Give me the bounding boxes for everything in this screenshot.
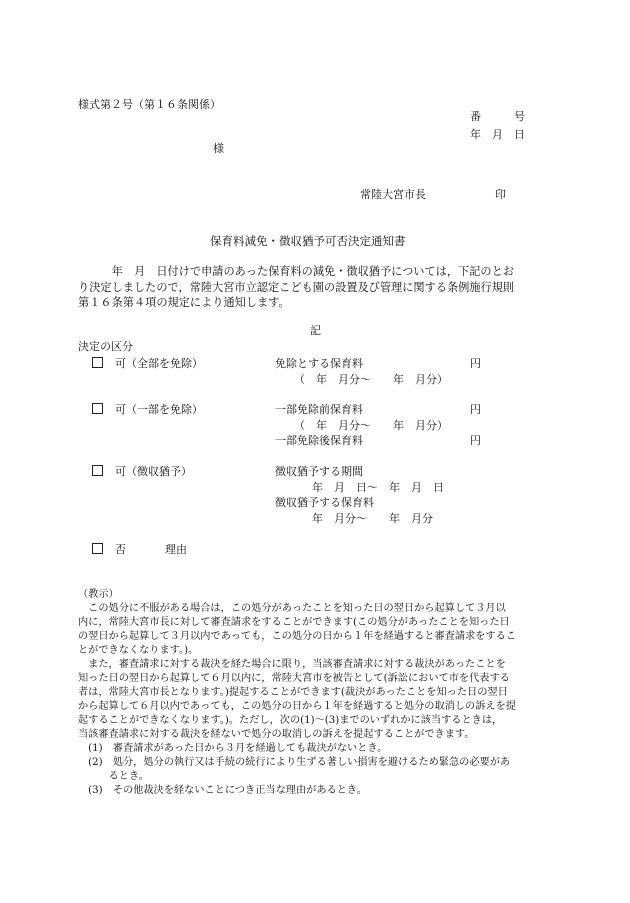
checkbox-full[interactable] bbox=[92, 357, 103, 368]
option-full bbox=[92, 357, 203, 371]
ki-mark: 記 bbox=[310, 324, 321, 337]
full-fee-period: （ 年 月分～ 年 月分） bbox=[294, 373, 448, 386]
option-denied bbox=[92, 543, 126, 557]
notice-item: るとき。 bbox=[78, 771, 149, 782]
notice-line: 当該審査請求に対する裁決を経ないで処分の取消しの訴えを提起することができます。 bbox=[78, 729, 475, 740]
partial-before-yen: 円 bbox=[470, 403, 481, 416]
notice-line: 者は，常陸大宮市長となります。)提起することができます(裁決があったことを知った日の翌日 bbox=[78, 687, 508, 698]
deferral-period-dates: 年 月 日～ 年 月 日 bbox=[312, 481, 444, 494]
full-fee-label: 免除とする保育料 bbox=[275, 357, 363, 370]
seal-mark: 印 bbox=[495, 188, 506, 201]
partial-after-label: 一部免除後保育料 bbox=[275, 434, 363, 447]
notice-line: とができなくなります。)。 bbox=[78, 645, 199, 656]
partial-after-yen: 円 bbox=[470, 434, 481, 447]
denied-reason-label: 理由 bbox=[165, 543, 187, 556]
body-line: り決定しましたので，常陸大宮市立認定こども園の設置及び管理に関する条例施行規則 bbox=[78, 280, 515, 294]
body-line: 年 月 日付けで申請のあった保育料の減免・徴収猶予については，下記のとお bbox=[78, 265, 514, 278]
notice-heading: （教示） bbox=[78, 589, 119, 600]
notice-line: 知った日の翌日から起算して６月以内に，常陸大宮市を被告として(訴訟において市を代表する bbox=[78, 673, 510, 684]
notice-line: また，審査請求に対する裁決を経た場合に限り，当該審査請求に対する裁決があったことを bbox=[78, 659, 506, 670]
option-deferral-label: 可（徴収猶予） bbox=[115, 465, 192, 478]
document-title: 保育料減免・徴収猶予可否決定通知書 bbox=[210, 234, 406, 248]
partial-period: （ 年 月分～ 年 月分） bbox=[294, 419, 448, 432]
deferral-period-label: 徴収猶予する期間 bbox=[275, 465, 363, 478]
notice-item: (1) 審査請求があった日から３月を経過しても裁決がないとき。 bbox=[78, 743, 388, 754]
checkbox-denied[interactable] bbox=[92, 543, 103, 554]
body-line: 第１６条第４項の規定により通知します。 bbox=[78, 296, 290, 309]
notice-item: (2) 処分，処分の執行又は手続の続行により生ずる著しい損害を避けるため緊急の必要があ bbox=[78, 757, 511, 768]
notice-line: から起算して６月以内であっても，この処分の日から１年を経過すると処分の取消しの訴えを提 bbox=[78, 701, 516, 712]
option-partial-label: 可（一部を免除） bbox=[115, 403, 203, 416]
form-id: 様式第２号（第１６条関係） bbox=[78, 98, 221, 111]
option-full-label: 可（全部を免除） bbox=[115, 357, 203, 370]
partial-before-label: 一部免除前保育料 bbox=[275, 403, 363, 416]
decision-label: 決定の区分 bbox=[78, 340, 133, 353]
date-label: 年 月 日 bbox=[470, 128, 525, 141]
checkbox-partial[interactable] bbox=[92, 403, 103, 414]
option-denied-label: 否 bbox=[115, 543, 126, 556]
option-partial bbox=[92, 403, 203, 417]
notice-line: 内に，常陸大宮市長に対して審査請求をすることができます(この処分があったことを知った日 bbox=[78, 617, 510, 628]
issuer-name: 常陸大宮市長 bbox=[360, 188, 426, 201]
deferral-fee-months: 年 月分～ 年 月分 bbox=[312, 512, 433, 525]
notice-line: 起することができなくなります。)。ただし，次の(1)～(3)までのいずれかに該当するときは， bbox=[78, 715, 503, 726]
notice-line: の翌日から起算して３月以内であっても，この処分の日から１年を経過すると審査請求をするこ bbox=[78, 631, 516, 642]
option-deferral bbox=[92, 465, 192, 479]
addressee-suffix: 様 bbox=[213, 142, 224, 155]
number-label: 番 号 bbox=[470, 110, 525, 123]
notice-item: (3) その他裁決を経ないことにつき正当な理由があるとき。 bbox=[78, 785, 367, 796]
notice-line: この処分に不服がある場合は，この処分があったことを知った日の翌日から起算して３月以 bbox=[78, 603, 506, 614]
checkbox-deferral[interactable] bbox=[92, 465, 103, 476]
full-fee-yen: 円 bbox=[470, 357, 481, 370]
deferral-fee-label: 徴収猶予する保育料 bbox=[275, 496, 374, 509]
